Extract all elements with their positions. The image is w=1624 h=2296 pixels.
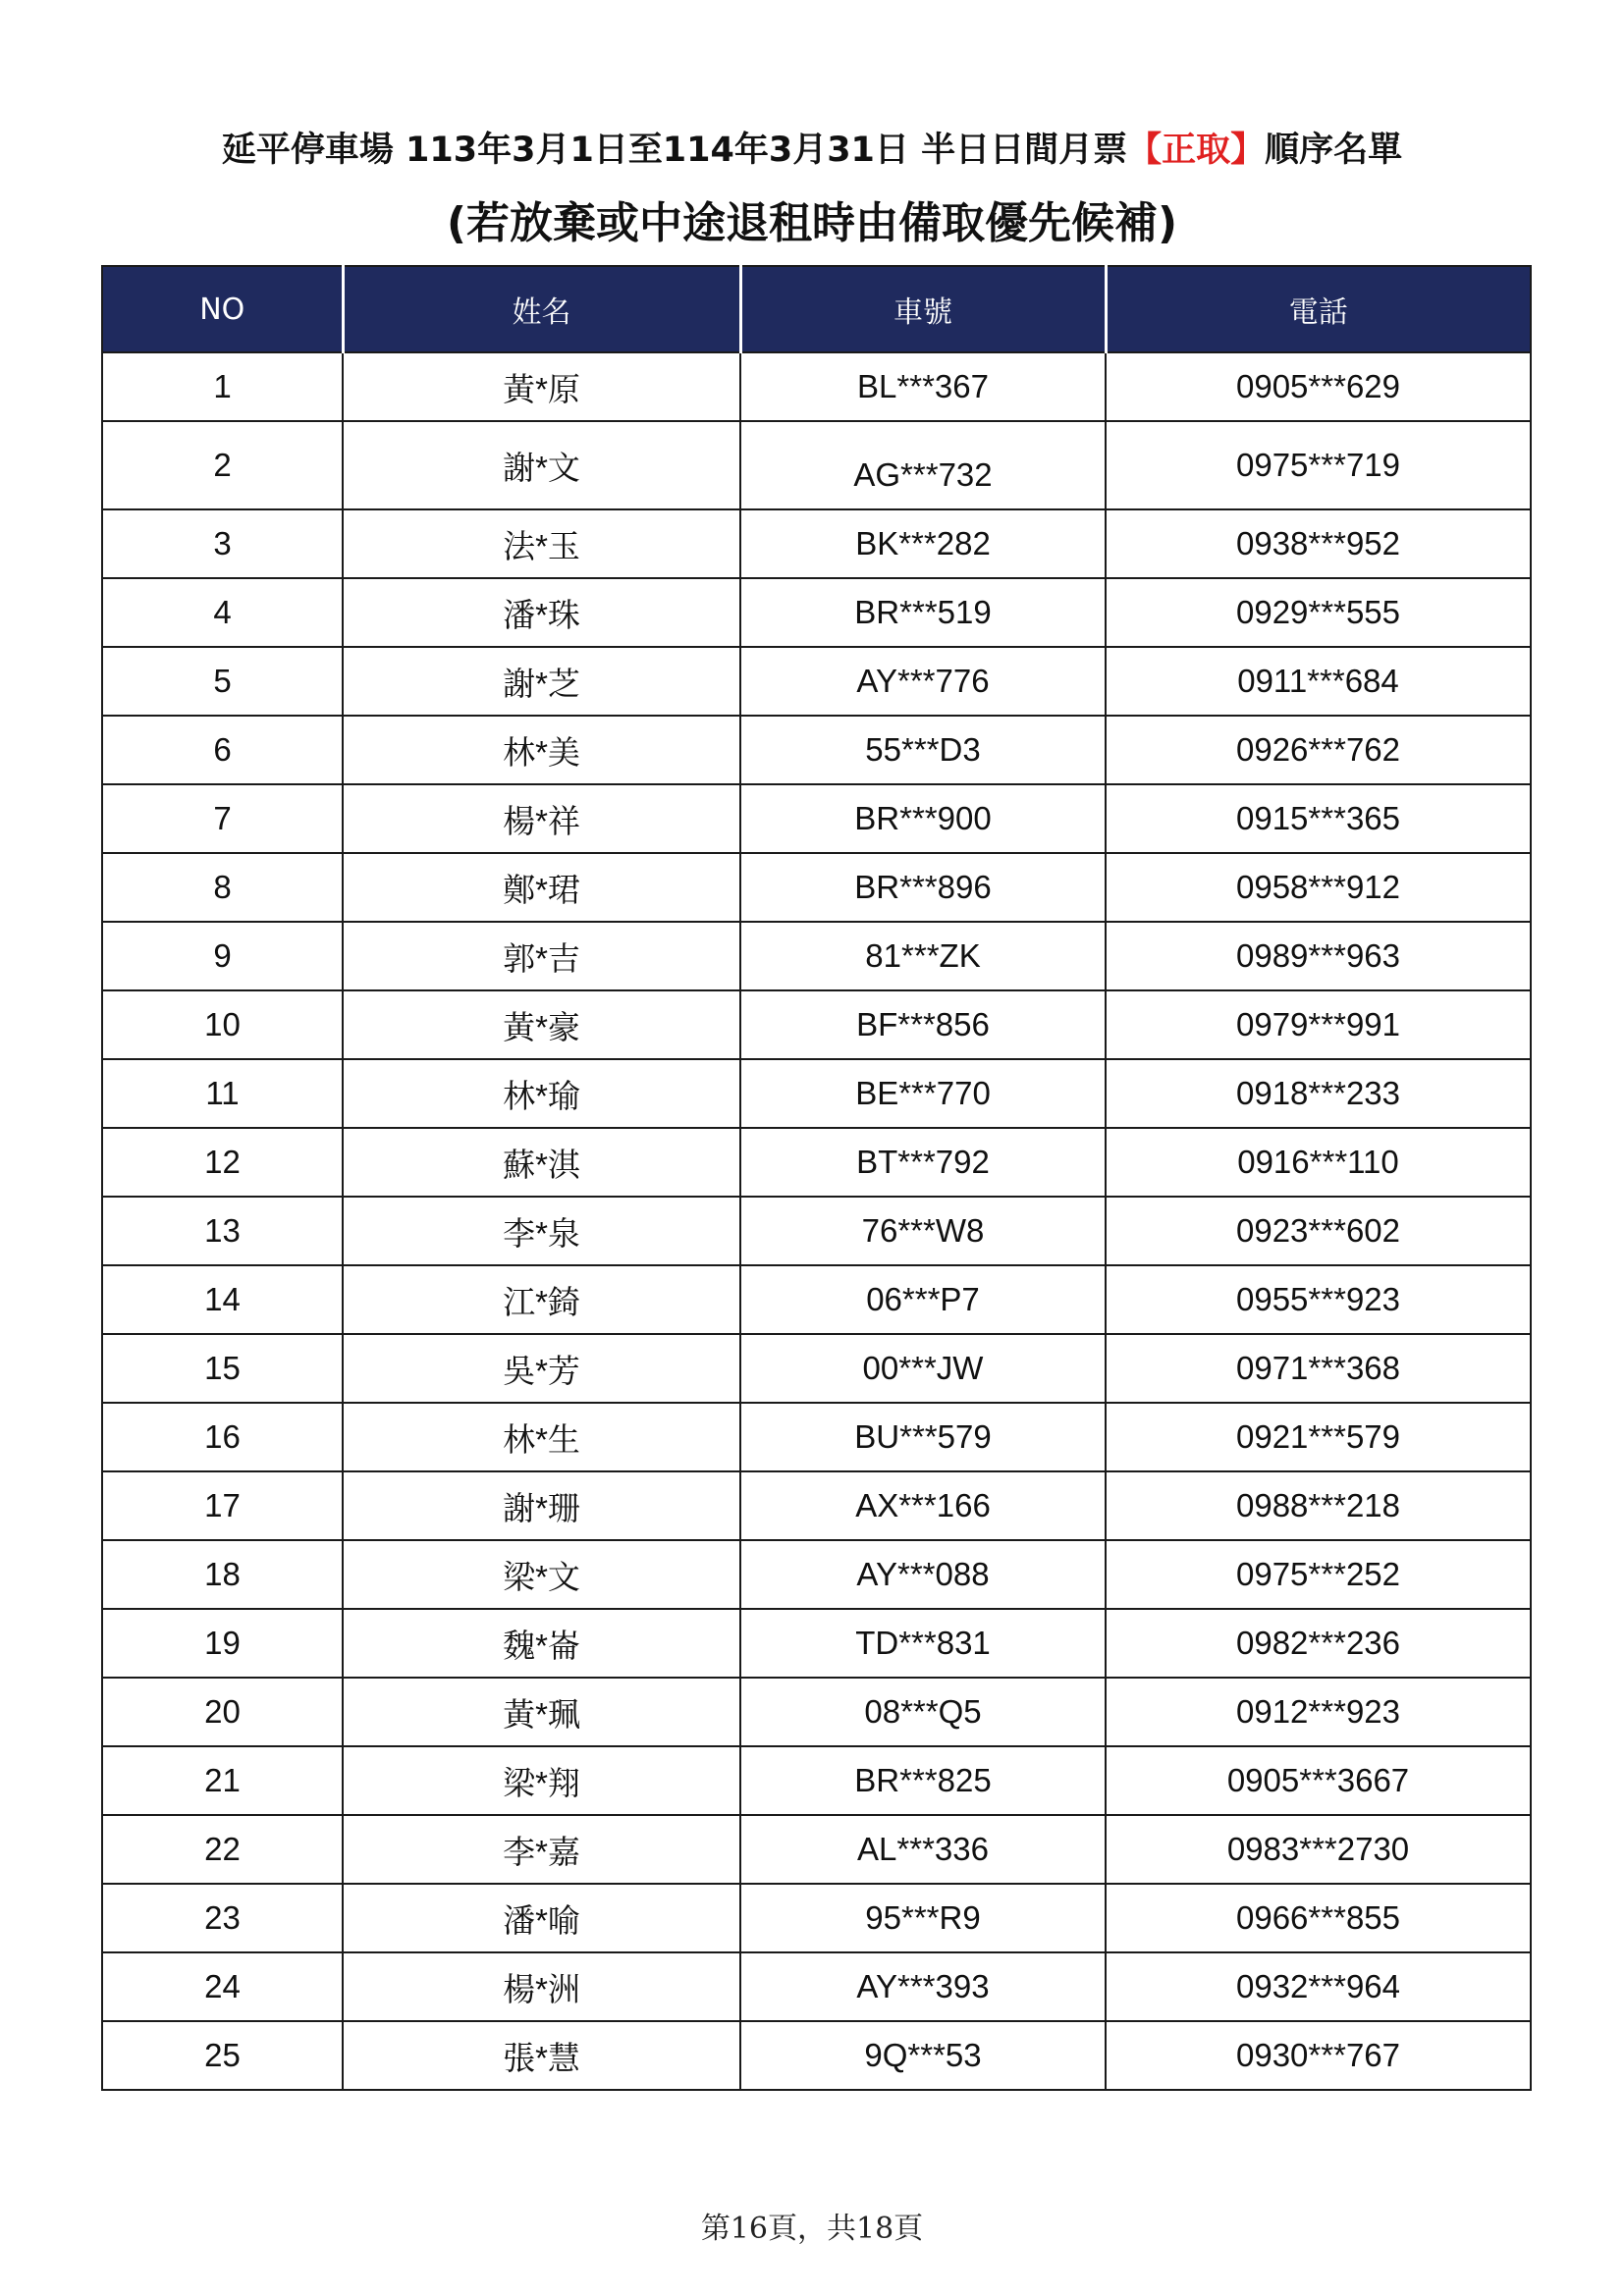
table-row [102,1746,1531,1815]
cell-plate: BR***896 [740,853,1106,922]
cell-plate: AY***776 [740,647,1106,716]
cell-name: 江*錡 [343,1265,740,1334]
cell-no: 1 [102,352,343,421]
cell-name: 謝*文 [343,421,740,509]
cell-no: 20 [102,1678,343,1746]
cell-no: 3 [102,509,343,578]
table-row [102,990,1531,1059]
cell-name: 林*美 [343,716,740,784]
table-row [102,421,1531,509]
page-number: 第16頁，共18頁 [700,2212,924,2246]
table-row [102,1059,1531,1128]
cell-name: 林*瑜 [343,1059,740,1128]
title-suffix: 順序名單 [1265,131,1403,170]
cell-name: 鄭*珺 [343,853,740,922]
cell-name: 黃*原 [343,352,740,421]
table-row [102,1540,1531,1609]
cell-phone: 0989***963 [1106,922,1531,990]
cell-phone: 0958***912 [1106,853,1531,922]
cell-name: 梁*翔 [343,1746,740,1815]
table-row [102,1678,1531,1746]
cell-plate: 95***R9 [740,1884,1106,1952]
table-row [102,1197,1531,1265]
cell-name: 李*嘉 [343,1815,740,1884]
cell-phone: 0911***684 [1106,647,1531,716]
cell-name: 黃*珮 [343,1678,740,1746]
cell-name: 郭*吉 [343,922,740,990]
cell-no: 7 [102,784,343,853]
cell-phone: 0930***767 [1106,2021,1531,2090]
cell-phone: 0905***3667 [1106,1746,1531,1815]
cell-phone: 0929***555 [1106,578,1531,647]
cell-plate: BK***282 [740,509,1106,578]
cell-name: 李*泉 [343,1197,740,1265]
cell-plate: BL***367 [740,352,1106,421]
cell-no: 23 [102,1884,343,1952]
table-row [102,1471,1531,1540]
cell-plate: BR***519 [740,578,1106,647]
table-row [102,578,1531,647]
table-row [102,509,1531,578]
cell-no: 6 [102,716,343,784]
cell-no: 24 [102,1952,343,2021]
cell-no: 10 [102,990,343,1059]
cell-plate: BT***792 [740,1128,1106,1197]
cell-name: 潘*喻 [343,1884,740,1952]
cell-no: 21 [102,1746,343,1815]
roster-table [101,265,1532,2091]
cell-name: 楊*洲 [343,1952,740,2021]
cell-no: 14 [102,1265,343,1334]
cell-phone: 0971***368 [1106,1334,1531,1403]
table-row [102,922,1531,990]
cell-name: 蘇*淇 [343,1128,740,1197]
cell-phone: 0915***365 [1106,784,1531,853]
cell-plate: TD***831 [740,1609,1106,1678]
cell-phone: 0916***110 [1106,1128,1531,1197]
title-accent: 【正取】 [1127,131,1266,170]
cell-name: 黃*豪 [343,990,740,1059]
cell-plate: AG***732 [740,421,1106,509]
cell-phone: 0979***991 [1106,990,1531,1059]
cell-no: 4 [102,578,343,647]
cell-name: 吳*芳 [343,1334,740,1403]
cell-no: 22 [102,1815,343,1884]
cell-phone: 0988***218 [1106,1471,1531,1540]
table-row [102,1884,1531,1952]
cell-no: 16 [102,1403,343,1471]
header-phone: 電話 [1106,266,1531,352]
table-row [102,1265,1531,1334]
table-row [102,352,1531,421]
cell-phone: 0905***629 [1106,352,1531,421]
cell-plate: AY***393 [740,1952,1106,2021]
cell-phone: 0926***762 [1106,716,1531,784]
cell-no: 8 [102,853,343,922]
cell-no: 17 [102,1471,343,1540]
cell-plate: 08***Q5 [740,1678,1106,1746]
cell-plate: 81***ZK [740,922,1106,990]
table-body [102,352,1531,2090]
cell-phone: 0912***923 [1106,1678,1531,1746]
cell-plate: AY***088 [740,1540,1106,1609]
cell-plate: 76***W8 [740,1197,1106,1265]
cell-plate: BF***856 [740,990,1106,1059]
table-row [102,647,1531,716]
cell-name: 梁*文 [343,1540,740,1609]
cell-phone: 0938***952 [1106,509,1531,578]
cell-plate: BU***579 [740,1403,1106,1471]
cell-phone: 0975***252 [1106,1540,1531,1609]
cell-no: 25 [102,2021,343,2090]
cell-phone: 0923***602 [1106,1197,1531,1265]
cell-plate: 55***D3 [740,716,1106,784]
cell-phone: 0932***964 [1106,1952,1531,2021]
table-row [102,1334,1531,1403]
cell-plate: BR***900 [740,784,1106,853]
table-row [102,1609,1531,1678]
cell-phone: 0955***923 [1106,1265,1531,1334]
cell-name: 魏*崙 [343,1609,740,1678]
title-prefix: 延平停車場 113年3月1日至114年3月31日 半日日間月票 [221,131,1128,170]
cell-no: 11 [102,1059,343,1128]
cell-name: 楊*祥 [343,784,740,853]
header-row [102,266,1531,352]
cell-name: 謝*珊 [343,1471,740,1540]
table-row [102,1403,1531,1471]
cell-plate: BR***825 [740,1746,1106,1815]
cell-phone: 0983***2730 [1106,1815,1531,1884]
cell-no: 9 [102,922,343,990]
cell-plate: 06***P7 [740,1265,1106,1334]
table-row [102,784,1531,853]
cell-no: 19 [102,1609,343,1678]
table-row [102,2021,1531,2090]
cell-phone: 0975***719 [1106,421,1531,509]
cell-name: 林*生 [343,1403,740,1471]
cell-no: 18 [102,1540,343,1609]
table-row [102,1952,1531,2021]
cell-plate: 9Q***53 [740,2021,1106,2090]
cell-plate: 00***JW [740,1334,1106,1403]
cell-plate: AX***166 [740,1471,1106,1540]
table-header [102,266,1531,352]
table-row [102,1815,1531,1884]
cell-no: 15 [102,1334,343,1403]
cell-phone: 0982***236 [1106,1609,1531,1678]
cell-plate: AL***336 [740,1815,1106,1884]
table-row [102,853,1531,922]
header-no: NO [102,266,343,352]
cell-phone: 0918***233 [1106,1059,1531,1128]
cell-phone: 0921***579 [1106,1403,1531,1471]
cell-phone: 0966***855 [1106,1884,1531,1952]
table-row [102,716,1531,784]
document-title [0,126,1624,175]
cell-no: 2 [102,421,343,509]
table-row [102,1128,1531,1197]
header-plate: 車號 [740,266,1106,352]
cell-no: 12 [102,1128,343,1197]
cell-name: 謝*芝 [343,647,740,716]
cell-name: 潘*珠 [343,578,740,647]
cell-name: 張*慧 [343,2021,740,2090]
cell-plate: BE***770 [740,1059,1106,1128]
cell-no: 5 [102,647,343,716]
cell-name: 法*玉 [343,509,740,578]
document-subtitle: (若放棄或中途退租時由備取優先候補) [446,198,1178,248]
cell-no: 13 [102,1197,343,1265]
header-name: 姓名 [343,266,740,352]
